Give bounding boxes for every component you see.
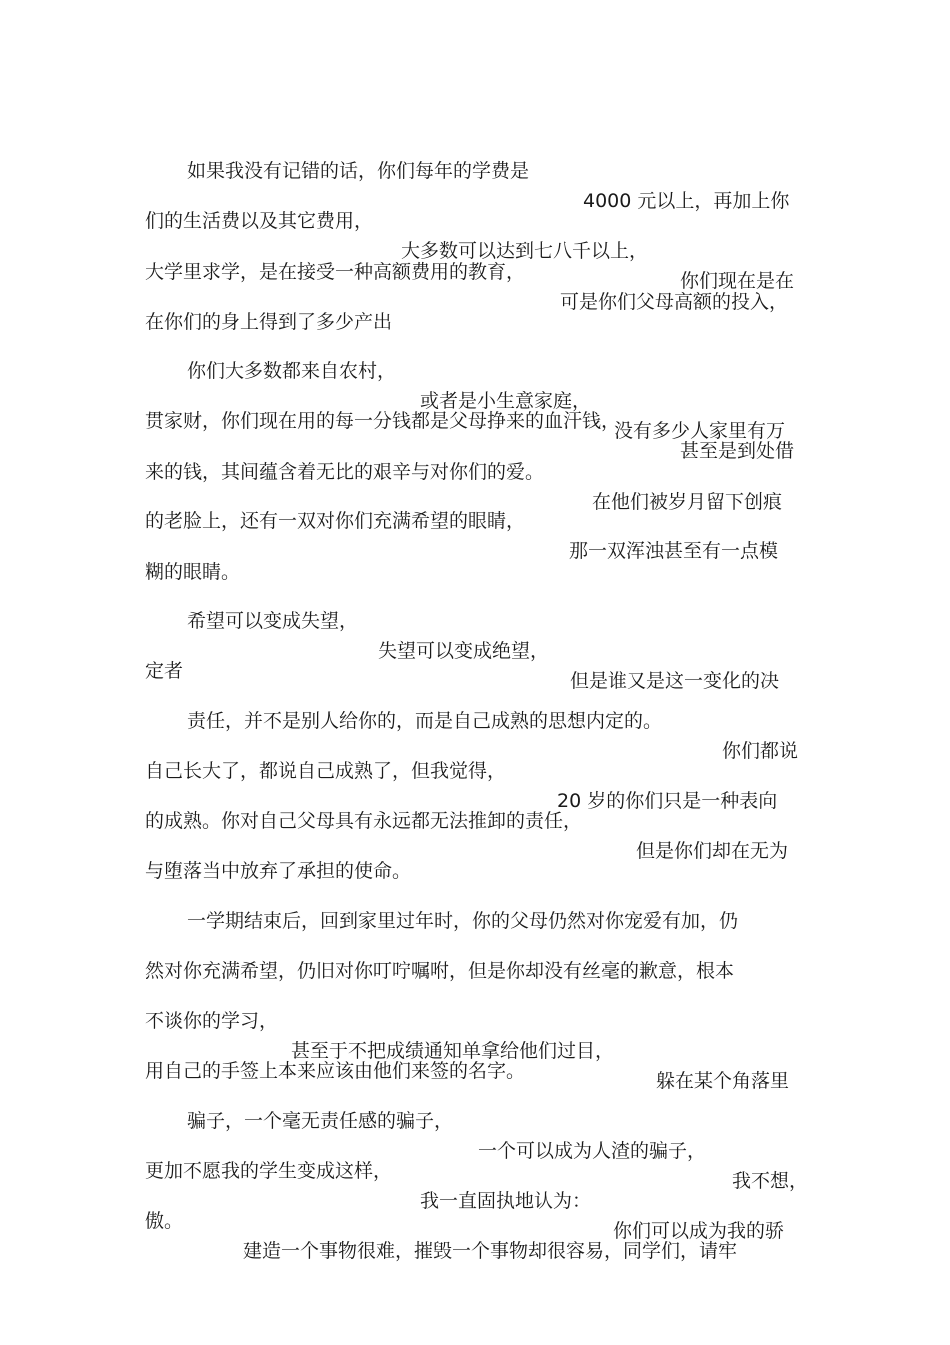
text-segment: 一学期结束后，回到家里过年时，你的父母仍然对你宠爱有加，仍 — [187, 910, 739, 932]
text-segment: 不谈你的学习， — [145, 1010, 279, 1032]
text-line — [0, 676, 950, 762]
text-segment: 我不想， — [732, 1170, 809, 1192]
text-segment: 大多数可以达到七八千以上， — [401, 240, 649, 262]
text-segment: 20 岁的你们只是一种表向 — [557, 790, 778, 812]
text-segment: 甚至是到处借 — [680, 440, 795, 462]
text-segment: 但是谁又是这一变化的决 — [570, 670, 780, 692]
text-segment: 4000 元以上，再加上你 — [583, 190, 790, 212]
text-segment: 糊的眼睛。 — [145, 561, 241, 583]
text-line — [0, 277, 950, 333]
text-segment: 建造一个事物很难，摧毁一个事物却很容易，同学们，请牢 — [243, 1240, 738, 1262]
text-segment: 的老脸上，还有一双对你们充满希望的眼睛， — [145, 510, 526, 532]
text-segment: 你们现在是在 — [680, 270, 795, 292]
text-segment: 或者是小生意家庭， — [420, 390, 592, 412]
text-segment: 如果我没有记错的话，你们每年的学费是 — [187, 160, 530, 182]
text-segment: 可是你们父母高额的投入， — [560, 291, 789, 313]
text-line — [0, 427, 950, 513]
text-segment: 失望可以变成绝望， — [378, 640, 550, 662]
text-line — [0, 527, 950, 583]
text-segment: 我一直固执地认为： — [420, 1190, 592, 1212]
text-segment: 然对你充满希望，仍旧对你叮咛嘱咐，但是你却没有丝毫的歉意，根本 — [145, 960, 735, 982]
text-segment: 自己长大了，都说自己成熟了，但我觉得， — [145, 760, 507, 782]
text-segment: 躲在某个角落里 — [656, 1070, 790, 1092]
text-segment: 希望可以变成失望， — [187, 610, 359, 632]
text-segment: 更加不愿我的学生变成这样， — [145, 1160, 393, 1182]
text-line — [0, 726, 950, 812]
text-segment: 你们都说 — [722, 740, 799, 762]
text-segment: 在你们的身上得到了多少产出 — [145, 311, 393, 333]
text-line — [0, 876, 950, 932]
text-segment: 但是你们却在无为 — [636, 840, 789, 862]
text-segment: 没有多少人家里有万 — [614, 420, 786, 442]
text-line — [0, 926, 950, 982]
text-segment: 来的钱，其间蕴含着无比的艰辛与对你们的爱。 — [145, 461, 545, 483]
text-segment: 责任，并不是别人给你的，而是自己成熟的思想内定的。 — [187, 710, 663, 732]
text-segment: 那一双浑浊甚至有一点模 — [569, 540, 779, 562]
text-line — [0, 776, 950, 862]
text-segment: 与堕落当中放弃了承担的使命。 — [145, 860, 412, 882]
text-segment: 用自己的手签上本来应该由他们来签的名字。 — [145, 1060, 526, 1082]
text-segment: 骗子，一个毫无责任感的骗子， — [187, 1110, 454, 1132]
text-segment: 一个可以成为人渣的骗子， — [478, 1140, 707, 1162]
text-segment: 定者 — [145, 660, 184, 682]
text-line — [0, 476, 950, 562]
text-segment: 傲。 — [145, 1210, 184, 1232]
text-segment: 你们大多数都来自农村， — [187, 360, 397, 382]
text-line — [0, 126, 950, 212]
text-line — [0, 826, 950, 882]
text-segment: 大学里求学，是在接受一种高额费用的教育， — [145, 261, 526, 283]
text-segment: 们的生活费以及其它费用， — [145, 210, 374, 232]
text-segment: 的成熟。你对自己父母具有永远都无法推卸的责任， — [145, 810, 583, 832]
text-segment: 甚至于不把成绩通知单拿给他们过目， — [291, 1040, 615, 1062]
text-segment: 在他们被岁月留下创痕 — [592, 491, 783, 513]
text-segment: 你们可以成为我的骄 — [613, 1220, 785, 1242]
text-segment: 贯家财，你们现在用的每一分钱都是父母挣来的血汗钱， — [145, 410, 621, 432]
